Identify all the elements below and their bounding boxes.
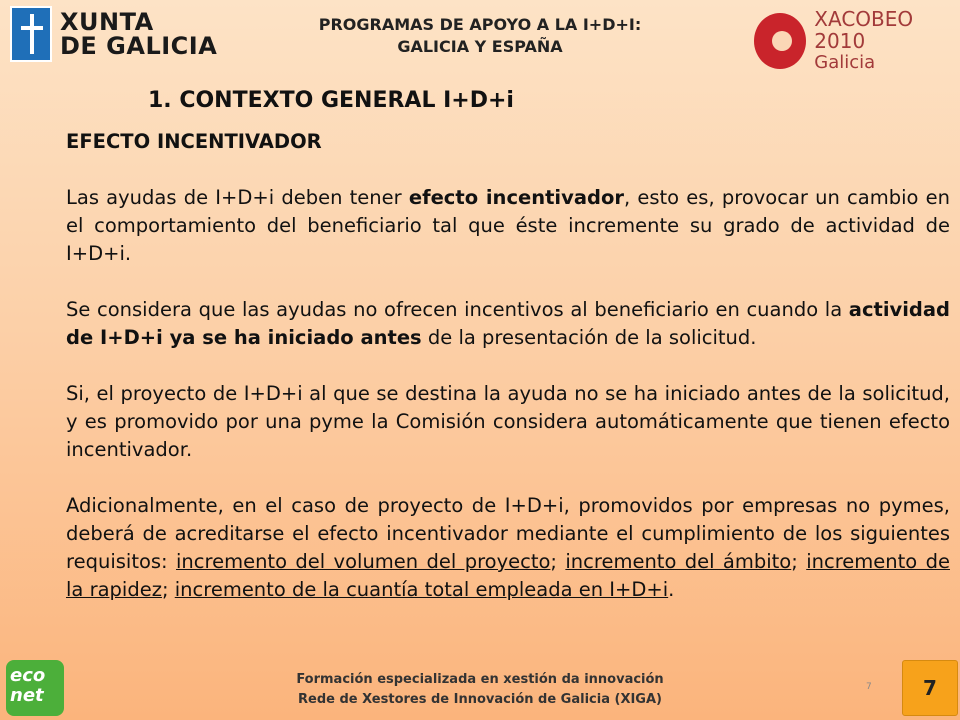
xunta-logo [10, 6, 217, 62]
econet-line1: eco [10, 665, 46, 686]
small-slide-number: 7 [866, 682, 872, 692]
p2-text-a: Se considera que las ayudas no ofrecen incentivos al beneficiario en cuando la [66, 298, 849, 321]
header-title [280, 14, 680, 58]
p2-bold: actividad de I+D+i ya se ha iniciado antes [66, 298, 950, 349]
header-title-line2: GALICIA Y ESPAÑA [397, 37, 563, 56]
econet-line2: net [10, 685, 44, 706]
p1-text-a: Las ayudas de I+D+i deben tener [66, 186, 409, 209]
subtitle: EFECTO INCENTIVADOR [66, 130, 322, 153]
p2-text-c: de la presentación de la solicitud. [421, 326, 757, 349]
slide-content [66, 128, 950, 632]
page-number-badge: 7 [902, 660, 958, 716]
p4-sep-1: ; [550, 550, 566, 573]
xunta-line1: XUNTA [60, 8, 154, 36]
econet-logo [6, 660, 64, 716]
p4-text-a: Adicionalmente, en el caso de proyecto de I+D+i, promovidos por empresas no pymes, deberá de acreditarse el efecto incentivador mediante el cumplimiento de los siguientes requisitos: [66, 494, 950, 573]
xacobeo-line1: XACOBEO 2010 [814, 7, 914, 53]
section-title: 1. CONTEXTO GENERAL I+D+i [148, 88, 514, 113]
footer-text [250, 670, 710, 710]
galicia-shield-icon [10, 6, 52, 62]
footer-line1: Formación especializada en xestión da innovación [296, 672, 664, 687]
p4-end: . [668, 578, 675, 601]
footer-line2: Rede de Xestores de Innovación de Galicia (XIGA) [298, 692, 662, 707]
p4-req-4: incremento de la cuantía total empleada en I+D+i [174, 578, 669, 601]
paragraph-2 [66, 296, 950, 352]
p4-sep-3: ; [161, 578, 175, 601]
p4-req-1: incremento del volumen del proyecto [176, 550, 551, 573]
p1-bold: efecto incentivador [408, 186, 624, 209]
header-title-line1: PROGRAMAS DE APOYO A LA I+D+I: [318, 15, 642, 34]
p4-req-2: incremento del ámbito [565, 550, 792, 573]
xacobeo-emblem-icon [754, 13, 806, 69]
xacobeo-line2: Galicia [814, 52, 876, 73]
paragraph-4 [66, 492, 950, 604]
p1-text-c: , esto es, provocar un cambio en el comportamiento del beneficiario tal que éste incremente su grado de actividad de I+D+i. [66, 186, 950, 265]
p4-sep-2: ; [791, 550, 807, 573]
paragraph-3: Si, el proyecto de I+D+i al que se destina la ayuda no se ha iniciado antes de la solicitud, y es promovido por una pyme la Comisión considera automáticamente que tienen efecto incentivador. [66, 382, 950, 461]
p4-req-3: incremento de la rapidez [66, 550, 950, 601]
paragraph-1 [66, 184, 950, 268]
xacobeo-logo [754, 8, 960, 74]
xunta-line2: DE GALICIA [60, 32, 218, 60]
